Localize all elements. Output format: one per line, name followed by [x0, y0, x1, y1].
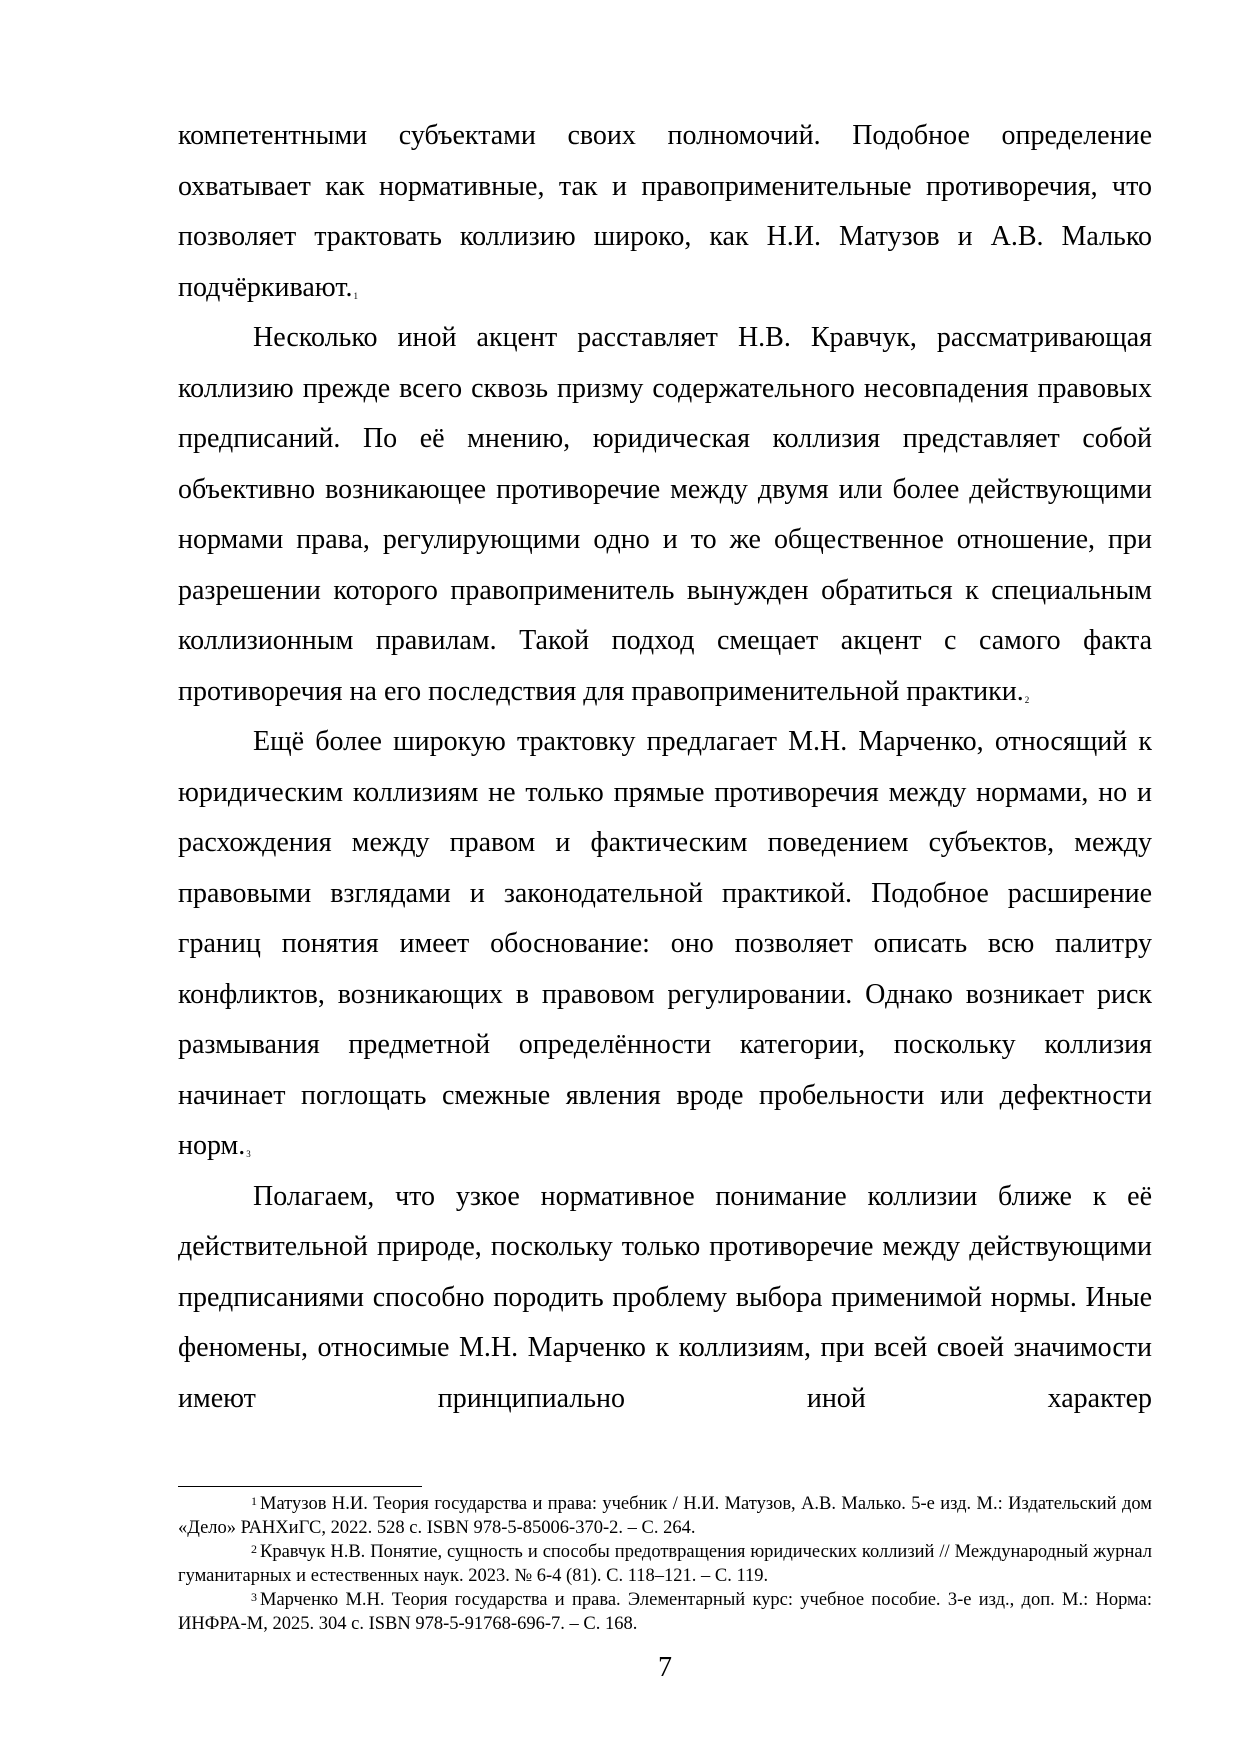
paragraph-2: [178, 313, 1152, 717]
footnote-ref-2[interactable]: 2: [1024, 694, 1030, 705]
body-text: [178, 111, 1152, 1424]
footnote-ref-3[interactable]: 3: [246, 1149, 251, 1159]
paragraph-1: [178, 111, 1152, 313]
footnote-2-number: 2: [251, 1542, 257, 1556]
footnote-3: [178, 1588, 1152, 1636]
footnote-separator: [178, 1486, 422, 1487]
footnote-1: [178, 1492, 1152, 1540]
footnote-1-text: Матузов Н.И. Теория государства и права: учебник / Н.И. Матузов, А.В. Малько. 5-е изд. М.: Издательский дом «Дело» РАНХиГС, 2022. 528 с. ISBN 978-5-85006-370-2. – С. 264.: [178, 1494, 1152, 1538]
paragraph-1-text: компетентными субъектами своих полномочий. Подобное определение охватывает как нормативные, так и правоприменительные противоречия, что позволяет трактовать коллизию широко, как Н.И. Матузов и А.В. Малько подчёркивают.: [178, 120, 1152, 303]
footnotes: [178, 1492, 1152, 1636]
page-number: 7: [658, 1652, 672, 1683]
footnote-2-text: Кравчук Н.В. Понятие, сущность и способы предотвращения юридических коллизий // Международный журнал гуманитарных и естественных наук. 2023. № 6-4 (81). С. 118–121. – С. 119.: [178, 1542, 1152, 1586]
footnote-ref-1[interactable]: 1: [353, 290, 358, 301]
paragraph-3-text: Ещё более широкую трактовку предлагает М.Н. Марченко, относящий к юридическим коллизиям не только прямые противоречия между нормами, но и расхождения между правом и фактическим поведением субъектов, между правовыми взглядами и законодательной практикой. Подобное расширение границ понятия имеет обоснование: оно позволяет описать всю палитру конфликтов, возникающих в правовом регулировании. Однако возникает риск размывания предметной определённости категории, поскольку коллизия начинает поглощать смежные явления вроде пробельности или дефектности норм.: [178, 726, 1152, 1161]
paragraph-4-text: Полагаем, что узкое нормативное понимание коллизии ближе к её действительной природе, поскольку только противоречие между действующими предписаниями способно породить проблему выбора применимой нормы. Иные феномены, относимые М.Н. Марченко к коллизиям, при всей своей значимости имеют принципиально иной характер: [178, 1180, 1152, 1414]
footnote-3-text: Марченко М.Н. Теория государства и права. Элементарный курс: учебное пособие. 3-е изд., доп. М.: Норма: ИНФРА-М, 2025. 304 с. ISBN 978-5-91768-696-7. – С. 168.: [178, 1590, 1152, 1634]
footnote-1-number: 1: [251, 1494, 257, 1508]
paragraph-4: [178, 1172, 1152, 1425]
paragraph-2-text: Несколько иной акцент расставляет Н.В. Кравчук, рассматривающая коллизию прежде всего сквозь призму содержательного несовпадения правовых предписаний. По её мнению, юридическая коллизия представляет собой объективно возникающее противоречие между двумя или более действующими нормами права, регулирующими одно и то же общественное отношение, при разрешении которого правоприменитель вынужден обратиться к специальным коллизионным правилам. Такой подход смещает акцент с самого факта противоречия на его последствия для правоприменительной практики.: [178, 322, 1152, 707]
paragraph-3: [178, 717, 1152, 1172]
footnote-3-number: 3: [251, 1590, 257, 1604]
footnote-2: [178, 1540, 1152, 1588]
